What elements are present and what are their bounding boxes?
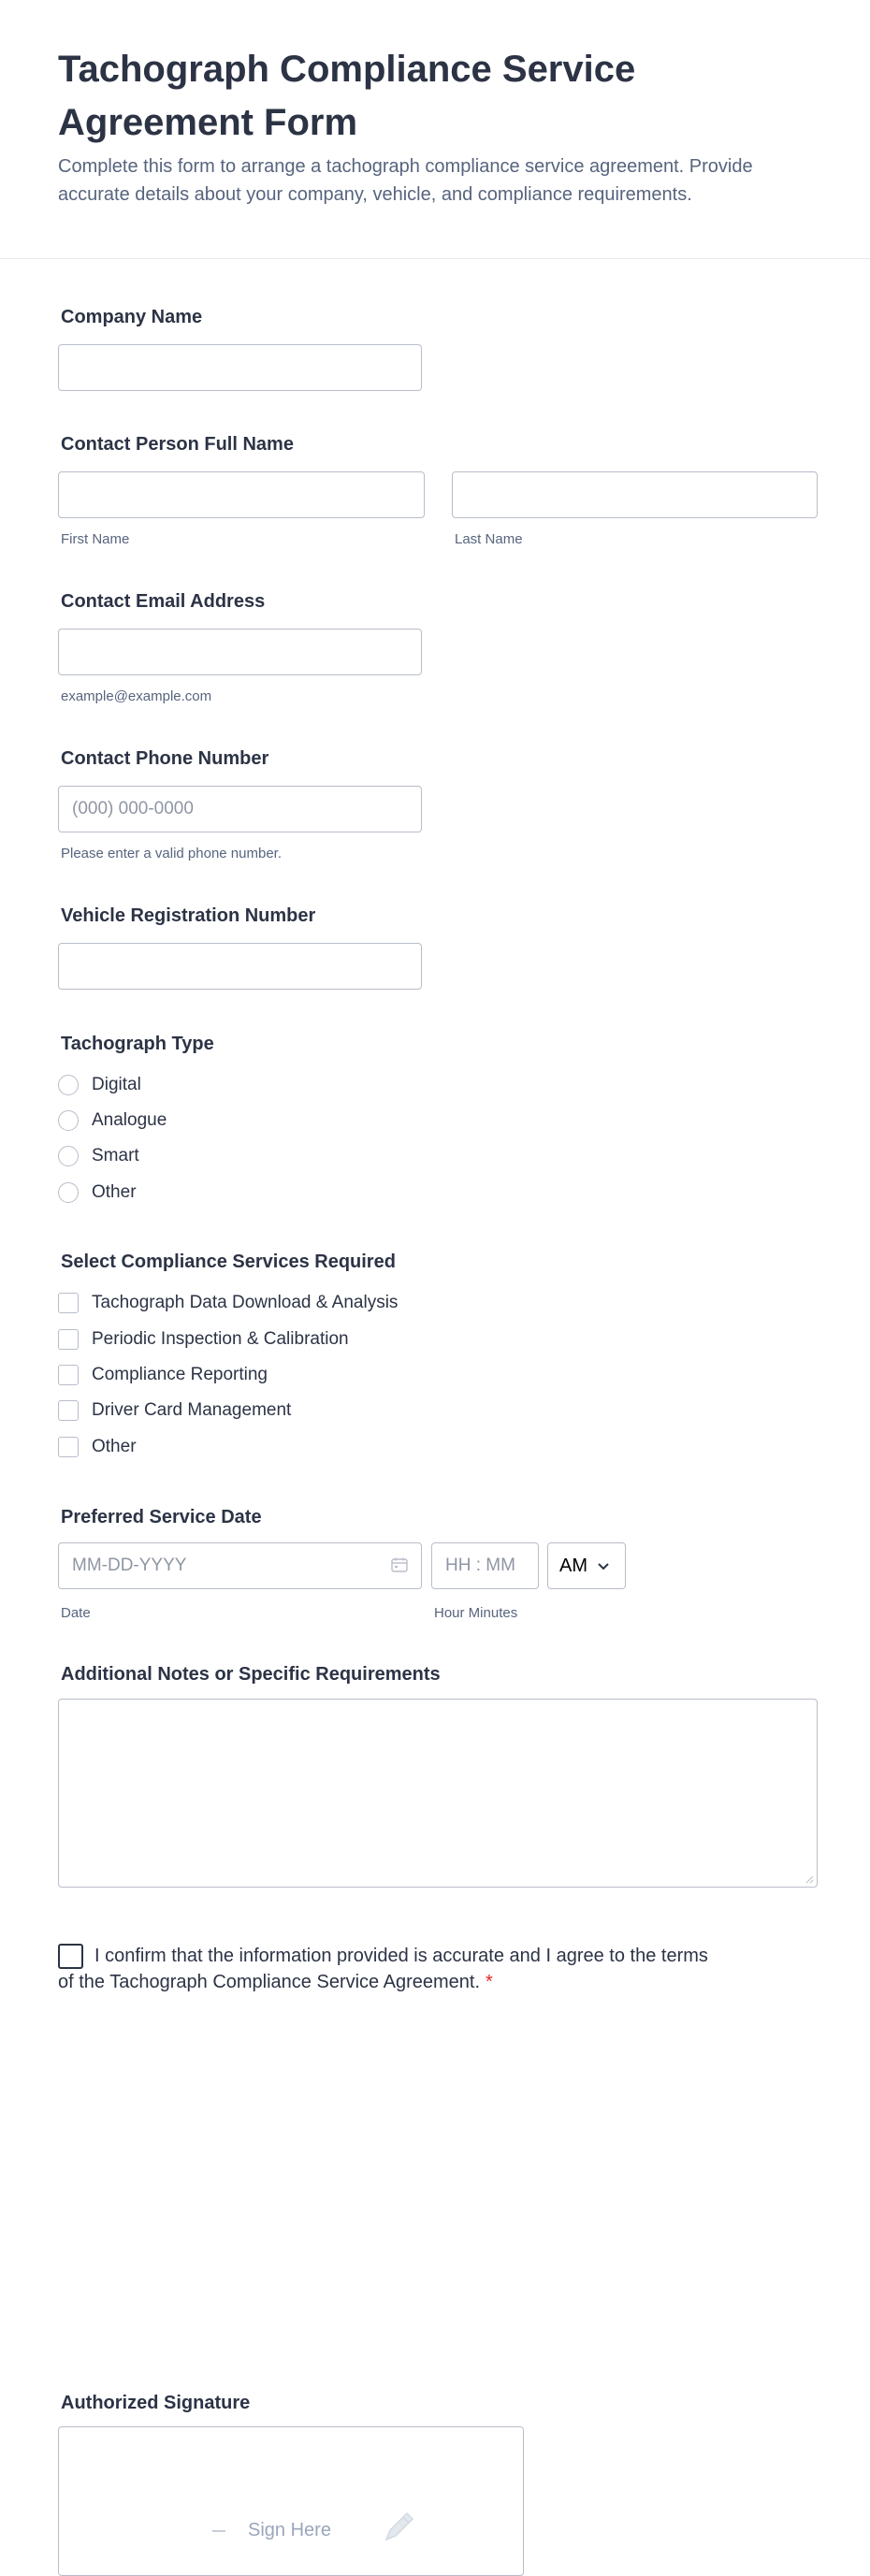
checkbox[interactable] [58,1293,79,1313]
radio-button[interactable] [58,1075,79,1095]
checkbox-label: Periodic Inspection & Calibration [92,1329,349,1349]
notes-textarea[interactable] [58,1699,818,1888]
date-sublabel: Date [61,1605,91,1621]
first-name-input[interactable] [58,471,425,518]
time-input[interactable] [431,1542,539,1589]
last-name-input[interactable] [452,471,818,518]
radio-label: Digital [92,1075,141,1094]
checkbox-label: Tachograph Data Download & Analysis [92,1293,399,1312]
signature-placeholder: Sign Here [248,2520,331,2540]
tachograph-type-label: Tachograph Type [61,1034,214,1054]
radio-button[interactable] [58,1146,79,1166]
last-name-sublabel: Last Name [455,531,523,547]
checkbox[interactable] [58,1437,79,1457]
pen-icon [379,2508,418,2547]
ampm-value: AM [559,1555,587,1576]
resize-handle-icon[interactable] [805,1874,814,1884]
company-name-label: Company Name [61,307,203,327]
radio-option-other[interactable] [58,1179,137,1206]
phone-label: Contact Phone Number [61,748,269,769]
checkbox-label: Compliance Reporting [92,1365,268,1384]
date-input[interactable] [58,1542,422,1589]
company-name-input[interactable] [58,344,422,391]
vehicle-registration-label: Vehicle Registration Number [61,905,316,926]
email-sublabel: example@example.com [61,688,212,704]
calendar-icon[interactable] [391,1557,408,1572]
checkbox[interactable] [58,1400,79,1421]
confirm-text [58,1943,713,1995]
checkbox-label: Driver Card Management [92,1400,292,1420]
email-input[interactable] [58,629,422,675]
checkbox-option-other[interactable] [58,1434,137,1460]
first-name-sublabel: First Name [61,531,130,547]
radio-button[interactable] [58,1110,79,1131]
checkbox-option-driver-card[interactable] [58,1397,291,1424]
signature-dash [212,2530,225,2532]
vehicle-registration-input[interactable] [58,943,422,990]
radio-option-digital[interactable] [58,1072,141,1098]
contact-name-label: Contact Person Full Name [61,434,294,455]
form-header [0,0,870,259]
email-label: Contact Email Address [61,591,266,612]
signature-pad[interactable] [58,2426,524,2576]
services-label: Select Compliance Services Required [61,1252,396,1272]
radio-option-smart[interactable] [58,1143,139,1169]
form-title: Tachograph Compliance Service Agreement Form [58,49,636,143]
checkbox-label: Other [92,1437,137,1456]
radio-option-analogue[interactable] [58,1107,167,1134]
time-sublabel: Hour Minutes [434,1605,518,1621]
checkbox-option-data-download[interactable] [58,1290,398,1316]
required-star: * [486,1972,493,1992]
radio-label: Smart [92,1146,139,1165]
radio-label: Other [92,1182,137,1202]
checkbox-option-reporting[interactable] [58,1362,268,1388]
checkbox[interactable] [58,1329,79,1350]
checkbox-option-inspection[interactable] [58,1326,349,1353]
checkbox[interactable] [58,1365,79,1385]
phone-input[interactable] [58,786,422,832]
radio-label: Analogue [92,1110,167,1130]
signature-label: Authorized Signature [61,2393,251,2413]
form-description: Complete this form to arrange a tachograph compliance service agreement. Provide accurate details about your company, vehicle, and compliance requirements. [58,156,753,205]
radio-button[interactable] [58,1182,79,1203]
phone-sublabel: Please enter a valid phone number. [61,846,282,861]
service-date-label: Preferred Service Date [61,1507,262,1527]
notes-label: Additional Notes or Specific Requirements [61,1664,441,1685]
chevron-down-icon [597,1562,610,1570]
ampm-select[interactable] [547,1542,626,1589]
confirm-label: I confirm that the information provided is accurate and I agree to the terms of the Tachograph Compliance Service Agreement. [58,1946,708,1992]
